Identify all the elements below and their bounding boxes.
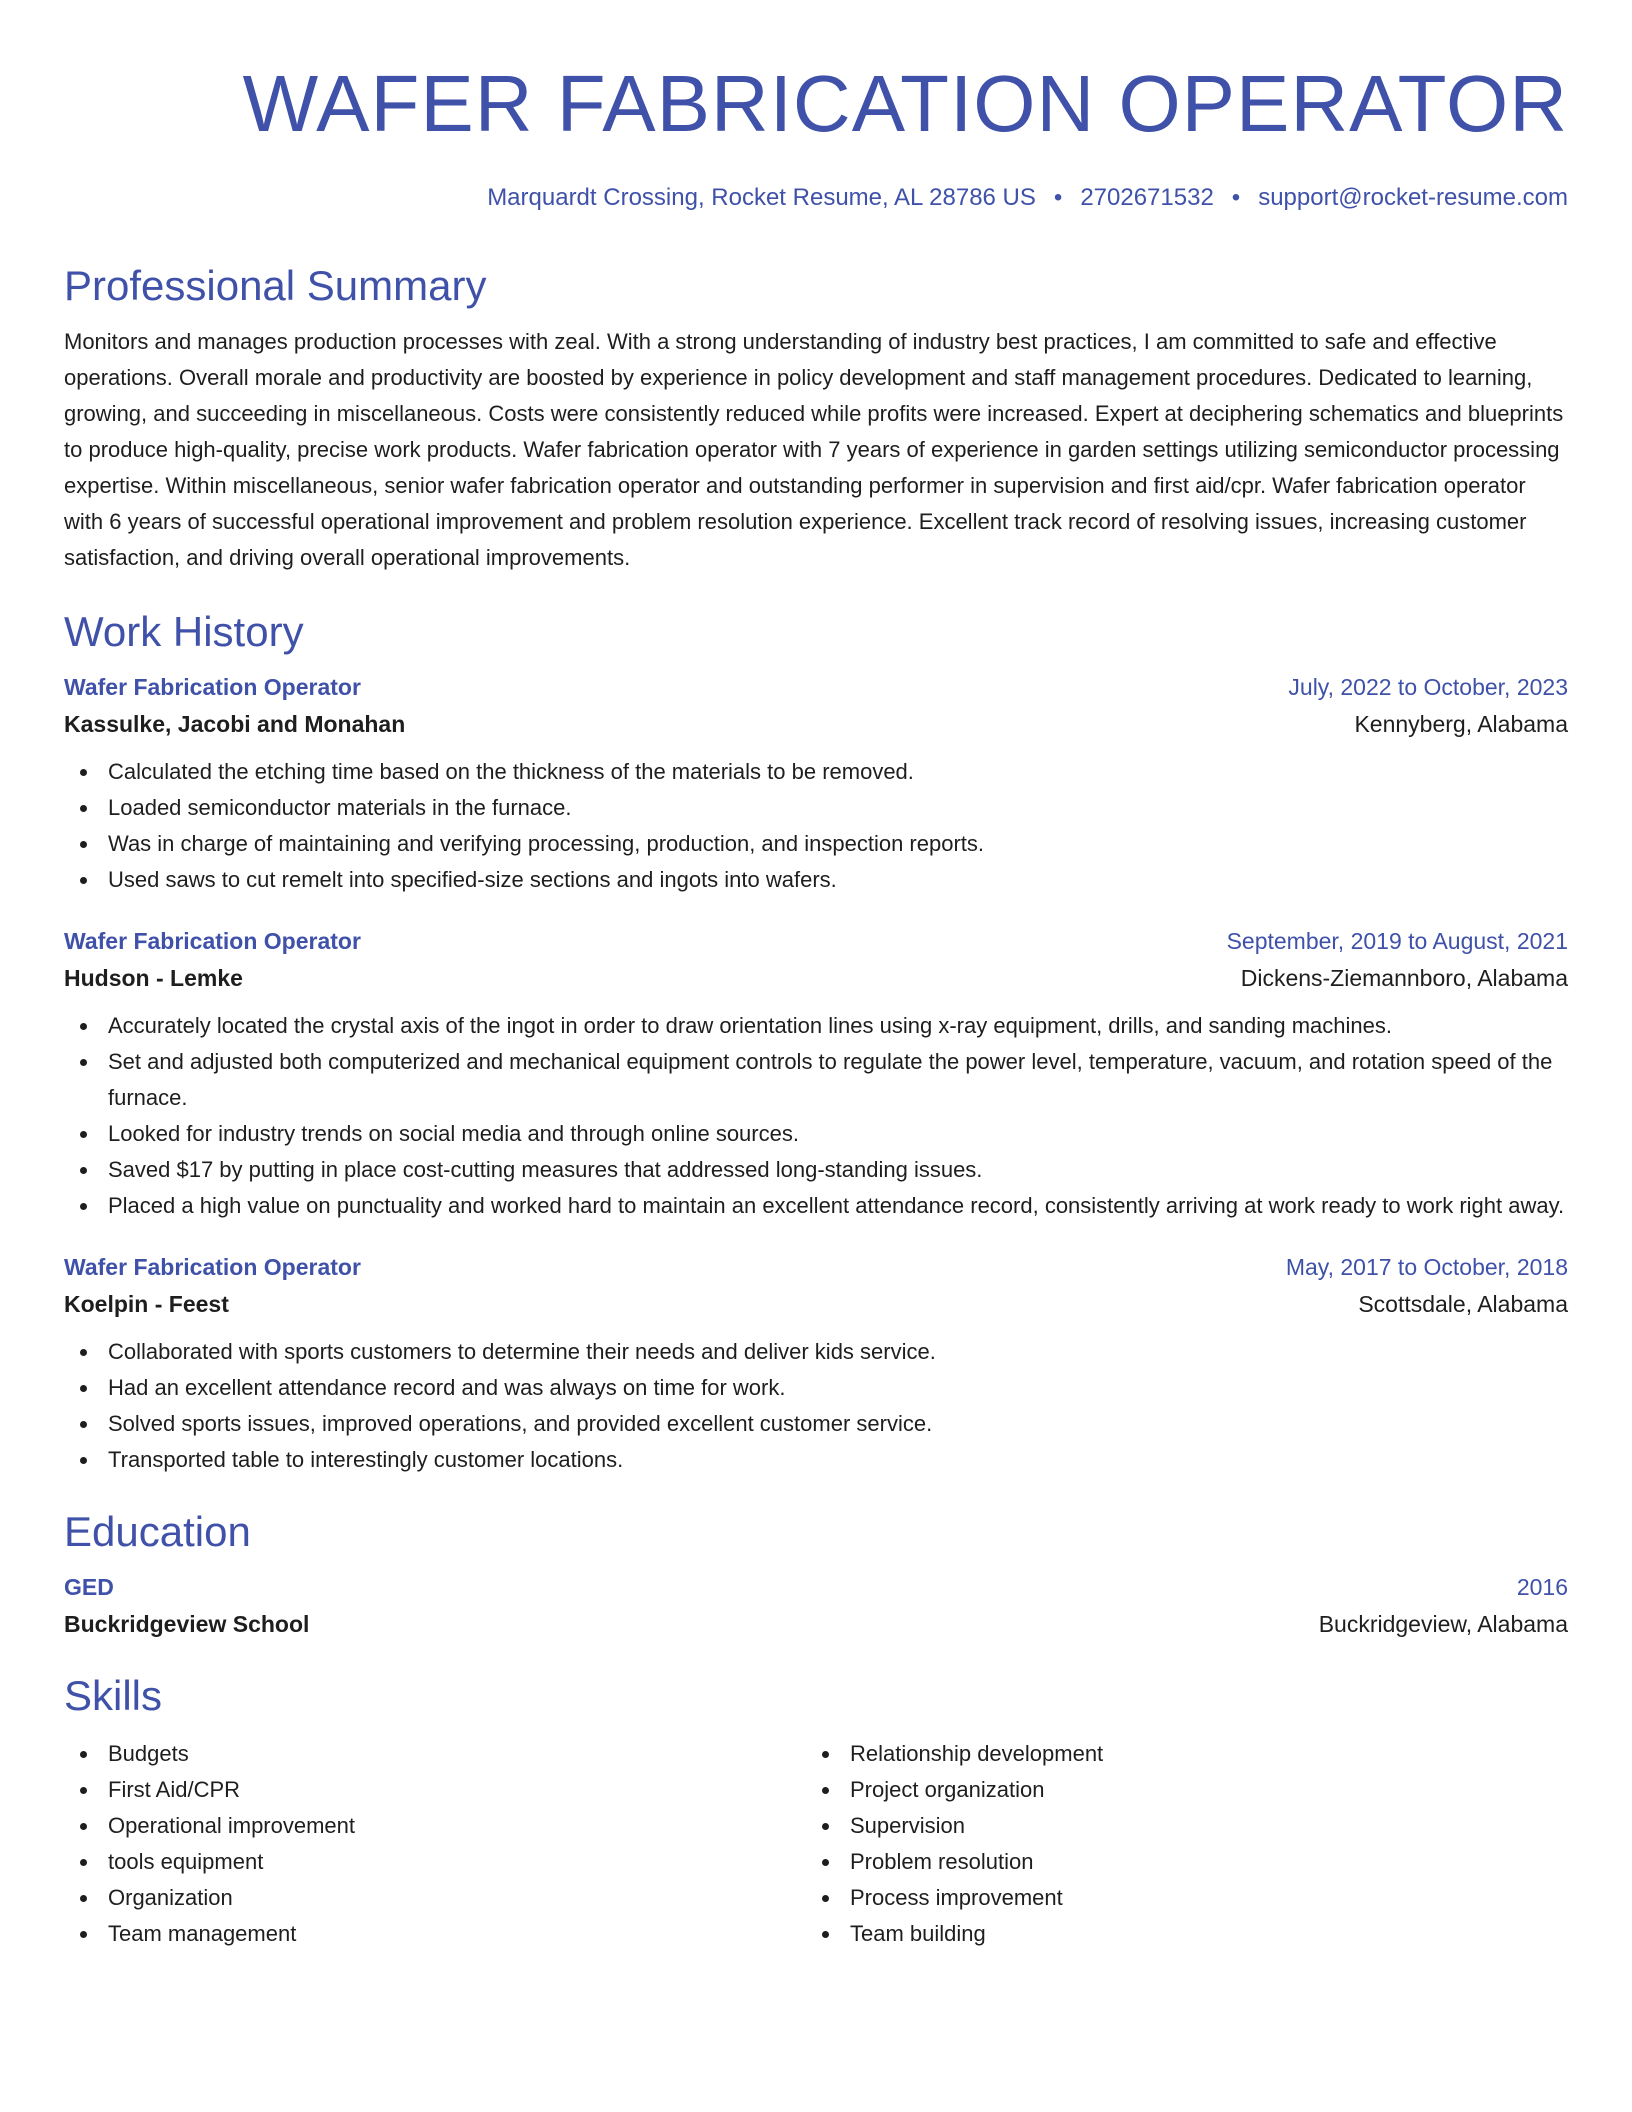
skills-heading: Skills: [64, 1672, 163, 1719]
skills-columns: [64, 1736, 1568, 1952]
job-entry: [64, 924, 1568, 1224]
job-bullet: Had an excellent attendance record and was always on time for work.: [64, 1370, 1568, 1406]
education-location: Buckridgeview, Alabama: [1318, 1611, 1568, 1637]
skills-list-left: [64, 1736, 806, 1952]
skill-item: tools equipment: [64, 1844, 806, 1880]
education-heading: Education: [64, 1508, 251, 1555]
job-bullet: Placed a high value on punctuality and worked hard to maintain an excellent attendance record, consistently arriving at work ready to work right away.: [64, 1188, 1568, 1224]
job-company: Hudson - Lemke: [64, 965, 243, 991]
skill-item: Relationship development: [806, 1736, 1548, 1772]
job-bullet: Solved sports issues, improved operations, and provided excellent customer service.: [64, 1406, 1568, 1442]
job-bullet: Set and adjusted both computerized and mechanical equipment controls to regulate the power level, temperature, vacuum, and rotation speed of the furnace.: [64, 1044, 1568, 1116]
job-bullets: [64, 1008, 1568, 1224]
job-title: Wafer Fabrication Operator: [64, 674, 361, 700]
skill-item: Operational improvement: [64, 1808, 806, 1844]
job-bullet: Transported table to interestingly customer locations.: [64, 1442, 1568, 1478]
skill-item: Project organization: [806, 1772, 1548, 1808]
skill-item: Problem resolution: [806, 1844, 1548, 1880]
contact-email: support@rocket-resume.com: [1258, 184, 1568, 211]
contact-address: Marquardt Crossing, Rocket Resume, AL 28786 US: [487, 184, 1036, 211]
job-bullet: Looked for industry trends on social media and through online sources.: [64, 1116, 1568, 1152]
skill-item: Supervision: [806, 1808, 1548, 1844]
skill-item: Team building: [806, 1916, 1548, 1952]
job-location: Dickens-Ziemannboro, Alabama: [1240, 965, 1568, 991]
job-bullet: Collaborated with sports customers to determine their needs and deliver kids service.: [64, 1334, 1568, 1370]
job-title: Wafer Fabrication Operator: [64, 928, 361, 954]
job-dates: May, 2017 to October, 2018: [1285, 1254, 1568, 1280]
contact-separator: •: [1231, 184, 1241, 211]
job-location: Scottsdale, Alabama: [1358, 1291, 1568, 1317]
job-bullets: [64, 1334, 1568, 1478]
summary-text: Monitors and manages production processes with zeal. With a strong understanding of industry best practices, I am committed to safe and effective operations. Overall morale and productivity are boosted by experience in policy development and staff management procedures. Dedicated to learning, growing, and succeeding in miscellaneous. Costs were consistently reduced while profits were increased. Expert at deciphering schematics and blueprints to produce high-quality, precise work products. Wafer fabrication operator with 7 years of experience in garden settings utilizing semiconductor processing expertise. Within miscellaneous, senior wafer fabrication operator and outstanding performer in supervision and first aid/cpr. Wafer fabrication operator with 6 years of successful operational improvement and problem resolution experience. Excellent track record of resolving issues, increasing customer satisfaction, and driving overall operational improvements.: [64, 329, 1564, 570]
job-dates: July, 2022 to October, 2023: [1288, 674, 1568, 700]
job-location: Kennyberg, Alabama: [1354, 711, 1568, 737]
contact-line: [64, 182, 1568, 214]
skill-item: Team management: [64, 1916, 806, 1952]
job-company: Koelpin - Feest: [64, 1291, 229, 1317]
job-bullet: Accurately located the crystal axis of the ingot in order to draw orientation lines using x-ray equipment, drills, and sanding machines.: [64, 1008, 1568, 1044]
job-bullet: Was in charge of maintaining and verifying processing, production, and inspection reports.: [64, 826, 1568, 862]
job-dates: September, 2019 to August, 2021: [1226, 928, 1568, 954]
job-bullet: Saved $17 by putting in place cost-cutting measures that addressed long-standing issues.: [64, 1152, 1568, 1188]
resume-page: [64, 56, 1568, 1952]
work-history-list: [64, 670, 1568, 1478]
skill-item: First Aid/CPR: [64, 1772, 806, 1808]
summary-heading: Professional Summary: [64, 262, 487, 309]
resume-name: WAFER FABRICATION OPERATOR: [242, 59, 1568, 148]
job-bullet: Used saws to cut remelt into specified-size sections and ingots into wafers.: [64, 862, 1568, 898]
skill-item: Budgets: [64, 1736, 806, 1772]
job-company: Kassulke, Jacobi and Monahan: [64, 711, 406, 737]
job-bullet: Loaded semiconductor materials in the furnace.: [64, 790, 1568, 826]
job-entry: [64, 670, 1568, 898]
education-year: 2016: [1516, 1574, 1568, 1600]
education-entry: [64, 1570, 1568, 1644]
skill-item: Organization: [64, 1880, 806, 1916]
job-entry: [64, 1250, 1568, 1478]
contact-separator: •: [1053, 184, 1063, 211]
education-school: Buckridgeview School: [64, 1611, 310, 1637]
work-history-heading: Work History: [64, 608, 304, 655]
education-degree: GED: [64, 1574, 114, 1600]
job-bullet: Calculated the etching time based on the thickness of the materials to be removed.: [64, 754, 1568, 790]
contact-phone: 2702671532: [1080, 184, 1214, 211]
job-title: Wafer Fabrication Operator: [64, 1254, 361, 1280]
skill-item: Process improvement: [806, 1880, 1548, 1916]
skills-list-right: [806, 1736, 1548, 1952]
job-bullets: [64, 754, 1568, 898]
